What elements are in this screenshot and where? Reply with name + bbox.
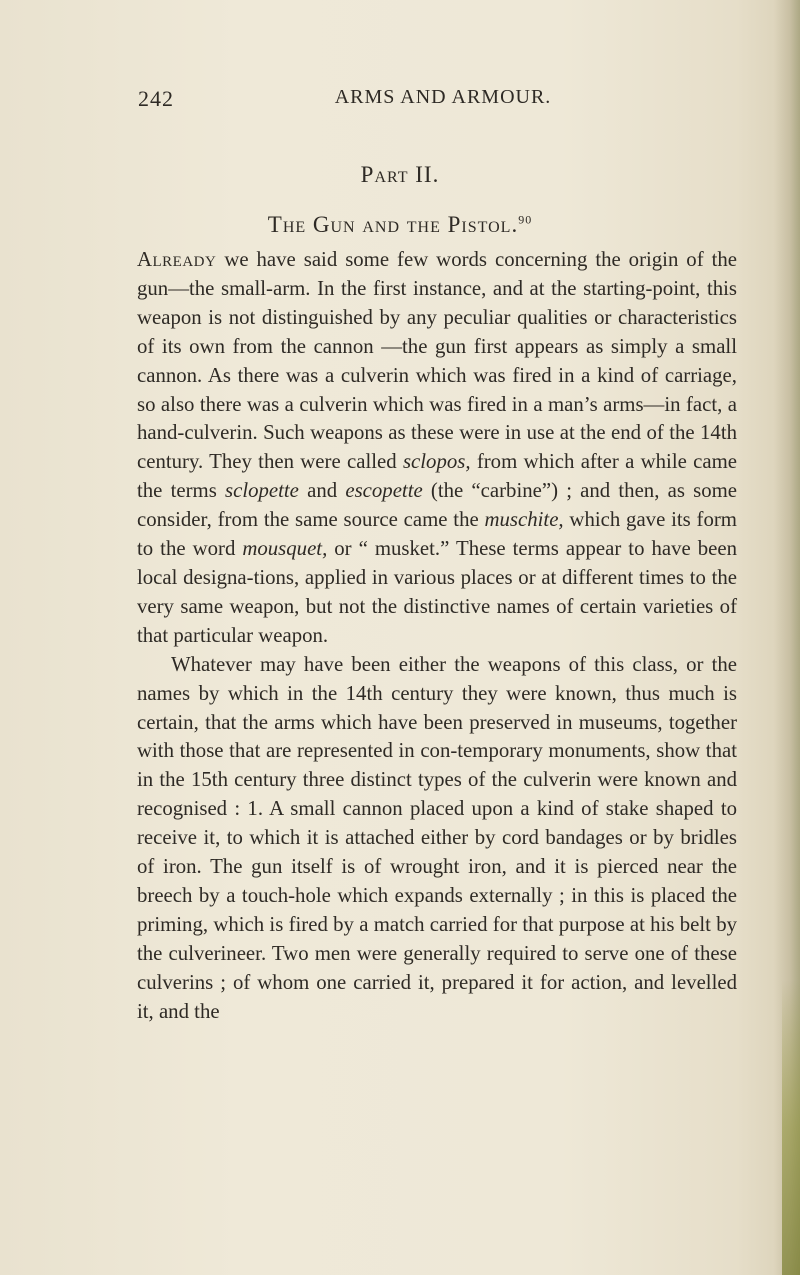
page-edge-stain: [782, 980, 800, 1275]
footnote-reference: 90: [518, 212, 533, 227]
paragraph-2: Whatever may have been either the weapons of this class, or the names by which in the 14th century they were known, thus much is certain, that the arms which have been preserved in museums, together with those that are represented in con-temporary monuments, show that in the 15th century three distinct types of the culverin were known and recognised : 1. A small cannon placed upon a kind of stake shaped to receive it, to which it is attached either by cord bandages or by bridles of iron. The gun itself is of wrought iron, and it is pierced near the breech by a touch-hole which expands externally ; in this is placed the priming, which is fired by a match carried for that purpose at his belt by the culverineer. Two men were generally required to serve one of these culverins ; of whom one carried it, prepared it for action, and levelled it, and the: [137, 652, 737, 1023]
section-title: The Gun and the Pistol.: [267, 212, 519, 237]
page-number: 242: [138, 86, 174, 111]
part-heading: Part II.: [360, 162, 440, 187]
body-text: [137, 246, 737, 1026]
opening-word: Already: [137, 248, 217, 271]
running-title: ARMS AND ARMOUR.: [334, 86, 552, 108]
running-head: [138, 86, 728, 116]
section-heading: [0, 212, 800, 238]
paragraph-1: Already we have said some few words concerning the origin of the gun—the small-arm. In the first instance, and at the starting-point, this weapon is not distinguished by any peculiar qualities or characteristics of its own from the cannon —the gun first appears as simply a small cannon. As there was a culverin which was fired in a kind of carriage, so also there was a culverin which was fired in a man’s arms—in fact, a hand-culverin. Such weapons as these were in use at the end of the 14th century. They then were called sclopos, from which after a while came the terms sclopette and escopette (the “carbine”) ; and then, as some consider, from the same source came the muschite, which gave its form to the word mousquet, or “ musket.” These terms appear to have been local designa-tions, applied in various places or at different times to the very same weapon, but not the distinctive names of certain varieties of that particular weapon.: [137, 248, 737, 647]
